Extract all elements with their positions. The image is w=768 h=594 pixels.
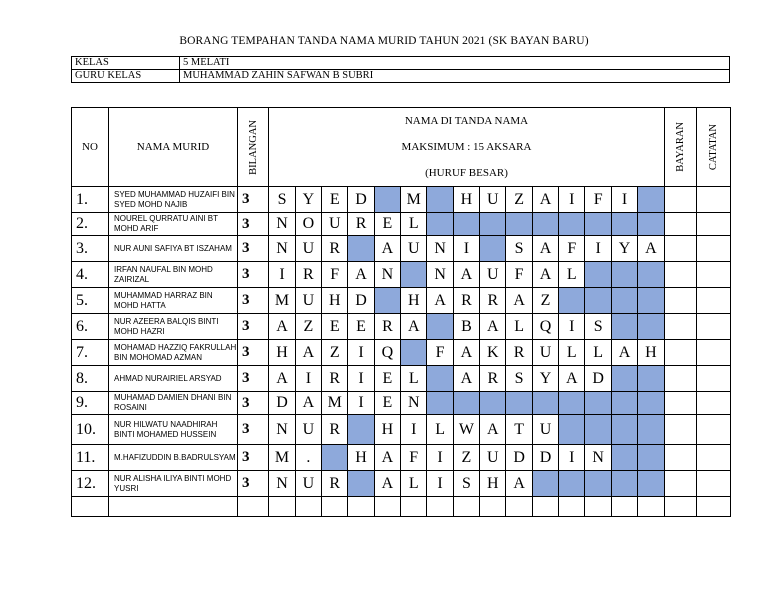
letter-cell xyxy=(638,187,664,213)
bilangan-value: 3 xyxy=(237,340,268,366)
header-catatan-label: CATATAN xyxy=(708,123,720,171)
letter-cell: N xyxy=(374,262,400,288)
letter-cell: S xyxy=(269,187,295,213)
letter-cell: N xyxy=(269,471,295,497)
letter-cell: N xyxy=(401,392,427,415)
bilangan-value: 3 xyxy=(237,314,268,340)
catatan-cell xyxy=(697,213,731,236)
letter-cell xyxy=(638,471,664,497)
empty-row xyxy=(72,497,731,517)
student-name: MUHAMAD DAMIEN DHANI BIN ROSAINI xyxy=(109,392,238,415)
letter-cell: R xyxy=(322,471,348,497)
letter-cell: L xyxy=(401,213,427,236)
letter-cell xyxy=(532,392,558,415)
letter-cell: Z xyxy=(532,288,558,314)
letter-cell xyxy=(427,187,453,213)
empty-cell xyxy=(322,497,348,517)
letter-cell: L xyxy=(559,340,585,366)
letter-cell: E xyxy=(374,366,400,392)
letter-cell: E xyxy=(374,213,400,236)
letter-cell: U xyxy=(480,187,506,213)
table-row xyxy=(72,415,731,445)
bayaran-cell xyxy=(664,314,697,340)
letter-cell: A xyxy=(532,187,558,213)
info-label: GURU KELAS xyxy=(72,70,180,83)
header-tanda-line2: MAKSIMUM : 15 AKSARA xyxy=(401,141,532,153)
letter-cell: F xyxy=(401,445,427,471)
bilangan-value: 3 xyxy=(237,213,268,236)
letter-cell xyxy=(611,445,637,471)
letter-cell xyxy=(559,288,585,314)
letter-cell xyxy=(532,471,558,497)
bilangan-value: 3 xyxy=(237,288,268,314)
letter-cell: U xyxy=(532,415,558,445)
letter-cell: M xyxy=(322,392,348,415)
letter-cell xyxy=(611,213,637,236)
letter-cell: R xyxy=(480,288,506,314)
letter-cell xyxy=(559,213,585,236)
empty-cell xyxy=(611,497,637,517)
bayaran-cell xyxy=(664,366,697,392)
letter-cell xyxy=(611,366,637,392)
row-number: 4. xyxy=(72,262,109,288)
header-bayaran xyxy=(664,108,697,187)
bayaran-cell xyxy=(664,213,697,236)
letter-cell: F xyxy=(427,340,453,366)
bilangan-value: 3 xyxy=(237,392,268,415)
row-number: 9. xyxy=(72,392,109,415)
empty-cell xyxy=(638,497,664,517)
catatan-cell xyxy=(697,236,731,262)
letter-cell: A xyxy=(611,340,637,366)
catatan-cell xyxy=(697,415,731,445)
row-number: 10. xyxy=(72,415,109,445)
header-nama: NAMA MURID xyxy=(109,108,238,187)
letter-cell: E xyxy=(322,314,348,340)
letter-cell: R xyxy=(295,262,321,288)
letter-cell: S xyxy=(453,471,479,497)
letter-cell: U xyxy=(295,471,321,497)
letter-cell: Z xyxy=(453,445,479,471)
letter-cell: A xyxy=(374,445,400,471)
bayaran-cell xyxy=(664,262,697,288)
letter-cell: . xyxy=(295,445,321,471)
header-no: NO xyxy=(72,108,109,187)
empty-cell xyxy=(401,497,427,517)
empty-cell xyxy=(506,497,532,517)
letter-cell: A xyxy=(453,262,479,288)
letter-cell: L xyxy=(506,314,532,340)
letter-cell: B xyxy=(453,314,479,340)
letter-cell: A xyxy=(532,236,558,262)
letter-cell xyxy=(611,262,637,288)
class-info-table xyxy=(71,56,730,83)
bayaran-cell xyxy=(664,340,697,366)
empty-cell xyxy=(237,497,268,517)
student-name: M.HAFIZUDDIN B.BADRULSYAM xyxy=(109,445,238,471)
letter-cell: R xyxy=(322,236,348,262)
bayaran-cell xyxy=(664,392,697,415)
table-row xyxy=(72,392,731,415)
letter-cell: U xyxy=(295,415,321,445)
bayaran-cell xyxy=(664,471,697,497)
letter-cell: R xyxy=(348,213,374,236)
letter-cell: R xyxy=(506,340,532,366)
letter-cell xyxy=(585,471,611,497)
catatan-cell xyxy=(697,340,731,366)
letter-cell: I xyxy=(559,445,585,471)
header-bayaran-label: BAYARAN xyxy=(674,122,686,172)
row-number: 12. xyxy=(72,471,109,497)
letter-cell: L xyxy=(427,415,453,445)
letter-cell: I xyxy=(348,340,374,366)
letter-cell: H xyxy=(453,187,479,213)
empty-cell xyxy=(295,497,321,517)
letter-cell: R xyxy=(322,415,348,445)
letter-cell: R xyxy=(374,314,400,340)
table-row xyxy=(72,288,731,314)
letter-cell xyxy=(506,213,532,236)
letter-cell: A xyxy=(506,288,532,314)
letter-cell xyxy=(480,213,506,236)
letter-cell xyxy=(638,213,664,236)
letter-cell: U xyxy=(295,236,321,262)
letter-cell: H xyxy=(322,288,348,314)
letter-cell: W xyxy=(453,415,479,445)
info-row-guru xyxy=(72,70,730,83)
letter-cell xyxy=(532,213,558,236)
letter-cell: A xyxy=(453,366,479,392)
student-name: NUR ALISHA ILIYA BINTI MOHD YUSRI xyxy=(109,471,238,497)
letter-cell: E xyxy=(322,187,348,213)
letter-cell: Q xyxy=(374,340,400,366)
catatan-cell xyxy=(697,288,731,314)
letter-cell: N xyxy=(585,445,611,471)
letter-cell: T xyxy=(506,415,532,445)
letter-cell: A xyxy=(480,415,506,445)
letter-cell: A xyxy=(374,471,400,497)
info-label: KELAS xyxy=(72,57,180,70)
letter-cell xyxy=(611,392,637,415)
letter-cell xyxy=(348,471,374,497)
letter-cell xyxy=(638,445,664,471)
letter-cell xyxy=(401,340,427,366)
letter-cell: H xyxy=(269,340,295,366)
empty-cell xyxy=(374,497,400,517)
letter-cell: L xyxy=(585,340,611,366)
student-name: NUR AUNI SAFIYA BT ISZAHAM xyxy=(109,236,238,262)
student-name: NOUREL QURRATU AINI BT MOHD ARIF xyxy=(109,213,238,236)
letter-cell xyxy=(374,187,400,213)
letter-cell xyxy=(559,415,585,445)
letter-cell: A xyxy=(506,471,532,497)
letter-cell: L xyxy=(401,366,427,392)
booking-table xyxy=(71,107,731,517)
bilangan-value: 3 xyxy=(237,236,268,262)
student-name: NUR HILWATU NAADHIRAH BINTI MOHAMED HUSSEIN xyxy=(109,415,238,445)
letter-cell xyxy=(506,392,532,415)
letter-cell xyxy=(480,392,506,415)
letter-cell: R xyxy=(322,366,348,392)
letter-cell: U xyxy=(480,445,506,471)
empty-cell xyxy=(348,497,374,517)
letter-cell: I xyxy=(585,236,611,262)
letter-cell: U xyxy=(480,262,506,288)
letter-cell: Z xyxy=(322,340,348,366)
letter-cell: D xyxy=(348,187,374,213)
letter-cell xyxy=(348,236,374,262)
bilangan-value: 3 xyxy=(237,187,268,213)
letter-cell: D xyxy=(585,366,611,392)
letter-cell xyxy=(585,392,611,415)
empty-cell xyxy=(559,497,585,517)
letter-cell: I xyxy=(401,415,427,445)
header-catatan xyxy=(697,108,731,187)
bilangan-value: 3 xyxy=(237,366,268,392)
row-number: 1. xyxy=(72,187,109,213)
letter-cell: I xyxy=(348,366,374,392)
letter-cell xyxy=(611,288,637,314)
table-row xyxy=(72,187,731,213)
letter-cell: I xyxy=(559,314,585,340)
letter-cell: I xyxy=(427,471,453,497)
student-name: AHMAD NURAIRIEL ARSYAD xyxy=(109,366,238,392)
letter-cell: Y xyxy=(295,187,321,213)
letter-cell: D xyxy=(532,445,558,471)
info-value: MUHAMMAD ZAHIN SAFWAN B SUBRI xyxy=(180,70,730,83)
catatan-cell xyxy=(697,262,731,288)
bayaran-cell xyxy=(664,415,697,445)
letter-cell: A xyxy=(638,236,664,262)
row-number: 8. xyxy=(72,366,109,392)
letter-cell: F xyxy=(585,187,611,213)
empty-cell xyxy=(427,497,453,517)
letter-cell: U xyxy=(322,213,348,236)
letter-cell: H xyxy=(638,340,664,366)
letter-cell: E xyxy=(374,392,400,415)
letter-cell: O xyxy=(295,213,321,236)
empty-cell xyxy=(269,497,295,517)
row-number: 6. xyxy=(72,314,109,340)
letter-cell: U xyxy=(295,288,321,314)
letter-cell xyxy=(585,288,611,314)
letter-cell: I xyxy=(611,187,637,213)
letter-cell: A xyxy=(269,314,295,340)
letter-cell: D xyxy=(506,445,532,471)
letter-cell: A xyxy=(480,314,506,340)
letter-cell: A xyxy=(295,392,321,415)
letter-cell: R xyxy=(480,366,506,392)
bayaran-cell xyxy=(664,236,697,262)
row-number: 11. xyxy=(72,445,109,471)
letter-cell: D xyxy=(348,288,374,314)
catatan-cell xyxy=(697,445,731,471)
letter-cell: N xyxy=(269,236,295,262)
empty-cell xyxy=(697,497,731,517)
letter-cell: I xyxy=(427,445,453,471)
bayaran-cell xyxy=(664,445,697,471)
row-number: 7. xyxy=(72,340,109,366)
catatan-cell xyxy=(697,471,731,497)
letter-cell xyxy=(638,262,664,288)
empty-cell xyxy=(585,497,611,517)
letter-cell: A xyxy=(427,288,453,314)
row-number: 5. xyxy=(72,288,109,314)
catatan-cell xyxy=(697,366,731,392)
letter-cell: U xyxy=(532,340,558,366)
letter-cell: H xyxy=(374,415,400,445)
letter-cell xyxy=(374,288,400,314)
bilangan-value: 3 xyxy=(237,262,268,288)
letter-cell: I xyxy=(348,392,374,415)
empty-cell xyxy=(664,497,697,517)
header-tanda-line1: NAMA DI TANDA NAMA xyxy=(404,115,529,127)
letter-cell: S xyxy=(585,314,611,340)
letter-cell: L xyxy=(559,262,585,288)
student-name: NUR AZEERA BALQIS BINTI MOHD HAZRI xyxy=(109,314,238,340)
catatan-cell xyxy=(697,392,731,415)
page-title: BORANG TEMPAHAN TANDA NAMA MURID TAHUN 2021 (SK BAYAN BARU) xyxy=(179,35,589,47)
header-bilangan xyxy=(237,108,268,187)
letter-cell: A xyxy=(532,262,558,288)
letter-cell: I xyxy=(453,236,479,262)
letter-cell: U xyxy=(401,236,427,262)
letter-cell: A xyxy=(401,314,427,340)
letter-cell: Z xyxy=(295,314,321,340)
table-row xyxy=(72,340,731,366)
letter-cell xyxy=(611,314,637,340)
letter-cell xyxy=(322,445,348,471)
letter-cell xyxy=(401,262,427,288)
table-row xyxy=(72,366,731,392)
empty-cell xyxy=(480,497,506,517)
letter-cell xyxy=(585,213,611,236)
letter-cell: F xyxy=(322,262,348,288)
letter-cell: S xyxy=(506,236,532,262)
letter-cell xyxy=(638,366,664,392)
letter-cell: N xyxy=(269,415,295,445)
letter-cell: K xyxy=(480,340,506,366)
letter-cell xyxy=(427,213,453,236)
table-row xyxy=(72,445,731,471)
header-tanda-line3: (HURUF BESAR) xyxy=(425,167,508,179)
letter-cell xyxy=(427,314,453,340)
letter-cell: M xyxy=(401,187,427,213)
letter-cell: A xyxy=(269,366,295,392)
letter-cell: A xyxy=(453,340,479,366)
letter-cell: E xyxy=(348,314,374,340)
empty-cell xyxy=(453,497,479,517)
letter-cell: A xyxy=(348,262,374,288)
letter-cell xyxy=(559,471,585,497)
letter-cell: H xyxy=(480,471,506,497)
table-row xyxy=(72,262,731,288)
row-number: 3. xyxy=(72,236,109,262)
letter-cell xyxy=(427,366,453,392)
letter-cell: Y xyxy=(532,366,558,392)
letter-cell: L xyxy=(401,471,427,497)
letter-cell xyxy=(480,236,506,262)
letter-cell xyxy=(453,392,479,415)
table-row xyxy=(72,236,731,262)
info-value: 5 MELATI xyxy=(180,57,730,70)
bilangan-value: 3 xyxy=(237,415,268,445)
letter-cell xyxy=(348,415,374,445)
letter-cell: I xyxy=(295,366,321,392)
letter-cell: M xyxy=(269,288,295,314)
letter-cell: H xyxy=(348,445,374,471)
letter-cell xyxy=(638,314,664,340)
letter-cell xyxy=(585,415,611,445)
header-tanda-nama xyxy=(269,108,664,187)
letter-cell: A xyxy=(559,366,585,392)
letter-cell: S xyxy=(506,366,532,392)
letter-cell: A xyxy=(295,340,321,366)
bilangan-value: 3 xyxy=(237,445,268,471)
info-row-kelas xyxy=(72,57,730,70)
letter-cell: D xyxy=(269,392,295,415)
letter-cell: Y xyxy=(611,236,637,262)
letter-cell xyxy=(585,262,611,288)
table-row xyxy=(72,314,731,340)
catatan-cell xyxy=(697,314,731,340)
row-number: 2. xyxy=(72,213,109,236)
header-row xyxy=(72,108,731,187)
bilangan-value: 3 xyxy=(237,471,268,497)
letter-cell: F xyxy=(506,262,532,288)
catatan-cell xyxy=(697,187,731,213)
letter-cell: Q xyxy=(532,314,558,340)
letter-cell: N xyxy=(427,262,453,288)
letter-cell: N xyxy=(427,236,453,262)
letter-cell xyxy=(611,471,637,497)
letter-cell xyxy=(638,415,664,445)
student-name: MOHAMAD HAZZIQ FAKRULLAH BIN MOHOMAD AZMAN xyxy=(109,340,238,366)
letter-cell xyxy=(559,392,585,415)
letter-cell xyxy=(611,415,637,445)
table-row xyxy=(72,471,731,497)
header-bilangan-label: BILANGAN xyxy=(247,119,259,175)
letter-cell: F xyxy=(559,236,585,262)
letter-cell xyxy=(638,288,664,314)
letter-cell: N xyxy=(269,213,295,236)
student-name: SYED MUHAMMAD HUZAIFI BIN SYED MOHD NAJIB xyxy=(109,187,238,213)
empty-cell xyxy=(72,497,109,517)
student-name: IRFAN NAUFAL BIN MOHD ZAIRIZAL xyxy=(109,262,238,288)
letter-cell: R xyxy=(453,288,479,314)
table-row xyxy=(72,213,731,236)
letter-cell: I xyxy=(559,187,585,213)
letter-cell: I xyxy=(269,262,295,288)
letter-cell xyxy=(453,213,479,236)
letter-cell xyxy=(427,392,453,415)
letter-cell: M xyxy=(269,445,295,471)
empty-cell xyxy=(532,497,558,517)
bayaran-cell xyxy=(664,288,697,314)
letter-cell: H xyxy=(401,288,427,314)
student-name: MUHAMMAD HARRAZ BIN MOHD HATTA xyxy=(109,288,238,314)
letter-cell: Z xyxy=(506,187,532,213)
letter-cell xyxy=(638,392,664,415)
empty-cell xyxy=(109,497,238,517)
letter-cell: A xyxy=(374,236,400,262)
bayaran-cell xyxy=(664,187,697,213)
